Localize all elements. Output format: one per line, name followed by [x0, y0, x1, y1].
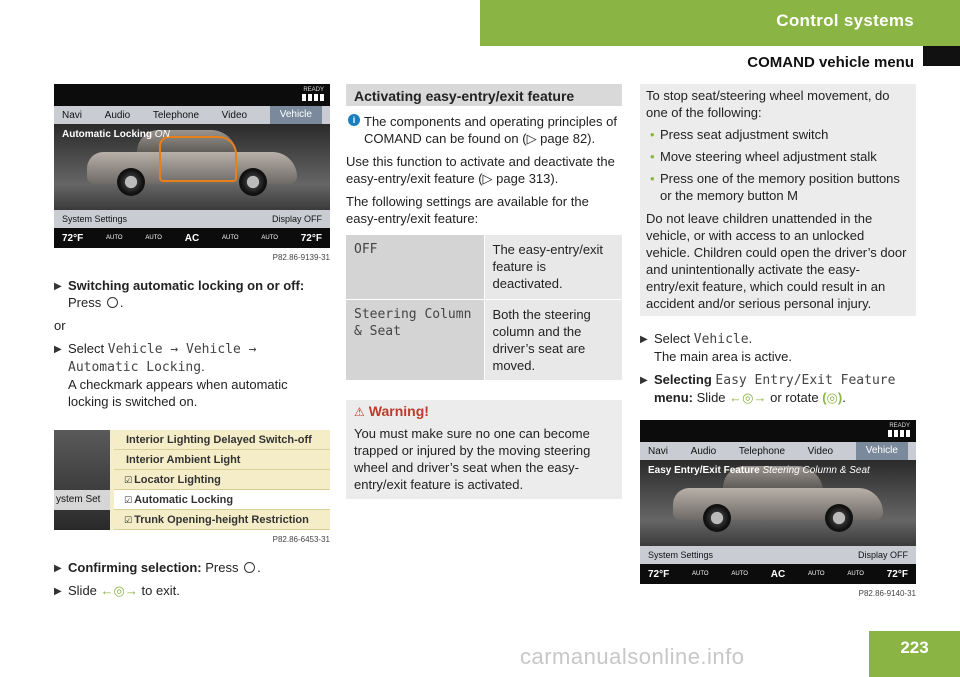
menu-telephone: Telephone — [152, 109, 200, 121]
figure-caption: P82.86-9140-31 — [858, 589, 916, 598]
table-row: Steering Column & Seat Both the steering column and the driver’s seat are moved. — [346, 299, 622, 380]
step-confirm: ▶ Confirming selection: Press . — [54, 560, 261, 575]
info-icon: i — [348, 114, 360, 126]
warning-box: ⚠ Warning! You must make sure no one can become trapped or injured by the moving steering wheel and driver’s seat when the easy-entry/exit feature is activated. — [346, 400, 622, 499]
warning-triangle-icon: ⚠ — [354, 404, 365, 419]
settings-table — [346, 235, 622, 380]
menu-vehicle: Vehicle — [856, 442, 908, 460]
child-warning: Do not leave children unattended in the vehicle, or with access to an unlocked vehicle. Children could open the driver’s door and unintentionally activate the easy-entry/exit feature, which could result in an accident and/or serious personal injury. — [646, 211, 907, 311]
menu-audio: Audio — [104, 109, 131, 121]
column-middle — [346, 84, 622, 499]
or-text: or — [54, 318, 66, 333]
screen-function-label: Automatic Locking ON — [62, 129, 170, 140]
screen-function-label: Easy Entry/Exit Feature Steering Column & Seat — [648, 465, 870, 476]
figure-caption: P82.86-6453-31 — [272, 535, 330, 544]
screen-menubar — [640, 442, 916, 460]
menu-video: Video — [221, 109, 248, 121]
menu-telephone: Telephone — [738, 445, 786, 457]
paragraph: The following settings are available for the easy-entry/exit feature: — [346, 194, 589, 226]
table-row: OFF The easy-entry/exit feature is deactivated. — [346, 235, 622, 299]
step-switch-locking: ▶ Switching automatic locking on or off: Press . — [54, 278, 305, 310]
system-settings-tab: ystem Set — [54, 490, 110, 510]
figure-caption: P82.86-9139-31 — [272, 253, 330, 262]
arrow-right-icon: ▶ — [640, 375, 648, 386]
controller-knob-icon — [107, 297, 118, 308]
menu-vehicle: Vehicle — [270, 106, 322, 124]
list-item: • Move steering wheel adjustment stalk — [650, 149, 877, 164]
screen-vehicle-list — [54, 430, 330, 530]
arrow-right-icon: ▶ — [54, 344, 62, 355]
signal-bars-icon — [888, 430, 910, 437]
list-item: ☑ Trunk Opening-height Restriction — [114, 510, 330, 530]
screen-automatic-locking — [54, 84, 330, 248]
screen-statusbar: System Settings Display OFF — [54, 210, 330, 228]
arrow-right-icon: ▶ — [640, 334, 648, 345]
list-item: ☑ Locator Lighting — [114, 470, 330, 490]
rotate-knob-icon: (◎) — [822, 390, 843, 405]
stop-movement-box: To stop seat/steering wheel movement, do one of the following: • Press seat adjustment switch • Move steering wheel adjustment stalk • Press one of the memory position buttons or the memory button M Do not leave children unattended in the vehicle, or with access to an unlocked vehicle. Children could open the driver’s door and unintentionally activate the easy-entry/exit feature, which could result in an accident and/or serious personal injury. — [640, 84, 916, 316]
climate-bar: 72°F AUTO AUTO AC AUTO AUTO 72°F — [648, 568, 908, 580]
step-select-easy-entry: ▶ Selecting Easy Entry/Exit Feature menu: Slide ←◎→ or rotate (◎). — [640, 372, 896, 405]
step-select-vehicle: ▶ Select Vehicle. The main area is active. — [640, 331, 793, 364]
watermark: carmanualsonline.info — [520, 644, 745, 669]
paragraph: Use this function to activate and deactivate the easy-entry/exit feature (▷ page 313). — [346, 154, 615, 186]
column-right — [640, 84, 916, 599]
controller-knob-icon — [244, 562, 255, 573]
screen-easy-entry — [640, 420, 916, 584]
warning-text: You must make sure no one can become trapped or injured by the moving steering wheel and driver’s seat when the easy-entry/exit feature is activated. — [354, 425, 591, 492]
menu-navi: Navi — [648, 445, 669, 457]
ready-indicator: READY — [303, 87, 324, 93]
menu-audio: Audio — [690, 445, 717, 457]
climate-bar: 72°F AUTO AUTO AC AUTO AUTO 72°F — [62, 232, 322, 244]
list-item-selected: ☑ Automatic Locking — [114, 490, 330, 510]
list-item: Interior Lighting Delayed Switch-off — [114, 430, 330, 450]
menu-video: Video — [807, 445, 834, 457]
list-item: Interior Ambient Light — [114, 450, 330, 470]
arrow-right-icon: ▶ — [54, 281, 62, 292]
screen-menubar — [54, 106, 330, 124]
step-select-path: ▶ Select Vehicle → Vehicle → Automatic Locking. A checkmark appears when automatic locking is switched on. — [54, 341, 288, 409]
list-item: • Press seat adjustment switch — [650, 127, 829, 142]
header-marker — [923, 46, 960, 66]
ready-indicator: READY — [889, 423, 910, 429]
section-heading: Activating easy-entry/exit feature — [346, 84, 622, 106]
arrow-right-icon: ▶ — [54, 563, 62, 574]
arrow-right-icon: ▶ — [54, 586, 62, 597]
page-number: 223 — [869, 631, 960, 677]
signal-bars-icon — [302, 94, 324, 101]
menu-navi: Navi — [62, 109, 83, 121]
list-item: • Press one of the memory position buttons or the memory button M — [650, 171, 900, 203]
slide-left-right-icon: ←◎→ — [729, 390, 767, 405]
screen-statusbar: System Settings Display OFF — [640, 546, 916, 564]
info-note: i The components and operating principles of COMAND can be found on (▷ page 82). — [346, 113, 622, 147]
section-title: Control systems — [776, 11, 914, 30]
column-left — [54, 84, 330, 599]
subsection-title: COMAND vehicle menu — [747, 54, 914, 71]
step-exit: ▶ Slide ←◎→ to exit. — [54, 583, 180, 598]
slide-left-right-icon: ←◎→ — [100, 583, 138, 598]
